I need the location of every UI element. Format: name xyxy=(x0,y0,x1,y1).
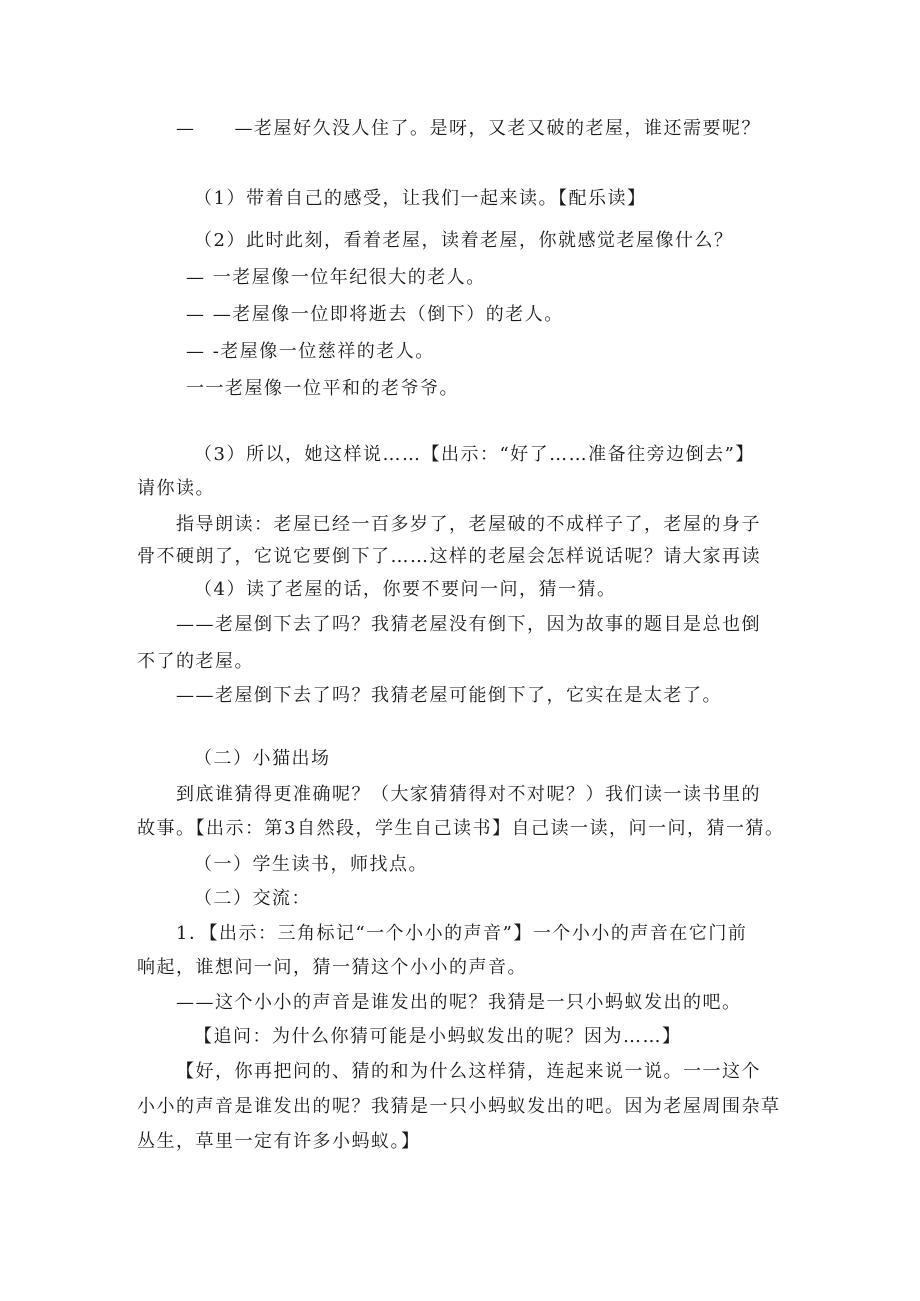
text-line: 到底谁猜得更准确呢？（大家猜猜得对不对呢？）我们读一读书里的 xyxy=(176,784,761,805)
text-line: 指导朗读：老屋已经一百多岁了，老屋破的不成样子了，老屋的身子 xyxy=(176,514,761,535)
text-line: （二）交流： xyxy=(194,888,311,909)
text-line: ——这个小小的声音是谁发出的呢？我猜是一只小蚂蚁发出的吧。 xyxy=(176,992,742,1013)
text-line: 不了的老屋。 xyxy=(137,651,254,672)
text-line: ——老屋倒下去了吗？我猜老屋可能倒下了，它实在是太老了。 xyxy=(176,685,722,706)
text-line: （一）学生读书，师找点。 xyxy=(194,854,428,875)
text-line: 骨不硬朗了，它说它要倒下了……这样的老屋会怎样说话呢？请大家再读 xyxy=(137,546,761,567)
text-line: 一一老屋像一位平和的老爷爷。 xyxy=(186,378,459,399)
text-line: 1．【出示：三角标记“一个小小的声音”】一个小小的声音在它门前 xyxy=(176,923,748,944)
text-line: 丛生，草里一定有许多小蚂蚁。】 xyxy=(137,1131,421,1152)
text-line: （2）此时此刻，看着老屋，读着老屋，你就感觉老屋像什么？ xyxy=(194,230,734,251)
text-line: 【追问：为什么你猜可能是小蚂蚁发出的呢？因为……】 xyxy=(194,1026,682,1047)
text-line: （3）所以，她这样说……【出示：“好了……准备往旁边倒去”】 xyxy=(194,444,755,465)
text-line: — -老屋像一位慈祥的老人。 xyxy=(186,341,435,362)
text-line: 小小的声音是谁发出的呢？我猜是一只小蚂蚁发出的吧。因为老屋周围杂草 xyxy=(137,1096,781,1117)
text-line: 故事。【出示：第3自然段，学生自己读书】自己读一读，问一问，猜一猜。 xyxy=(137,818,785,839)
text-line: 【好，你再把问的、猜的和为什么这样猜，连起来说一说。一一这个 xyxy=(176,1061,761,1082)
text-line: （4）读了老屋的话，你要不要问一问，猜一猜。 xyxy=(194,579,617,600)
text-line: 请你读。 xyxy=(137,478,215,499)
section-heading: （二）小猫出场 xyxy=(194,748,331,769)
text-line: — 一老屋像一位年纪很大的老人。 xyxy=(186,267,486,288)
text-line: 响起，谁想问一问，猜一猜这个小小的声音。 xyxy=(137,957,527,978)
text-line: （1）带着自己的感受，让我们一起来读。【配乐读】 xyxy=(194,188,647,209)
text-line: ——老屋倒下去了吗？我猜老屋没有倒下，因为故事的题目是总也倒 xyxy=(176,614,761,635)
text-line: — —老屋像一位即将逝去（倒下）的老人。 xyxy=(186,304,564,325)
text-line: — —老屋好久没人住了。是呀，又老又破的老屋，谁还需要呢？ xyxy=(176,118,761,139)
